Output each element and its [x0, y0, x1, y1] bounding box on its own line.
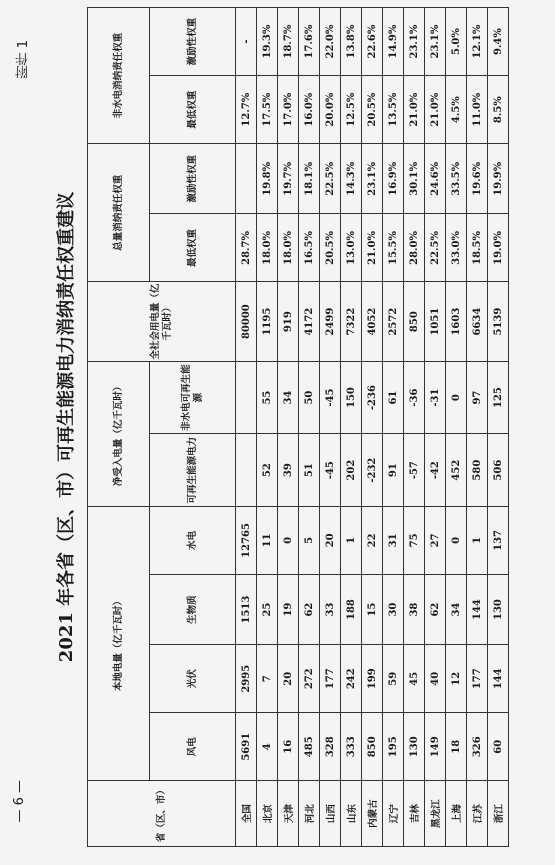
table-cell: 18.0% [257, 214, 278, 282]
table-cell: 9.4% [488, 8, 509, 76]
table-cell: 17.5% [257, 76, 278, 144]
table-cell: 22.5% [425, 214, 446, 282]
header-wind: 风电 [150, 713, 236, 781]
table-cell: 21.0% [362, 214, 383, 282]
header-local-generation: 本地电量（亿千瓦时） [88, 506, 150, 780]
table-cell: 125 [488, 361, 509, 434]
table-cell: 5691 [236, 713, 257, 781]
table-cell: 12.1% [467, 8, 488, 76]
table-cell: 149 [425, 713, 446, 781]
province-cell: 黑龙江 [425, 781, 446, 847]
province-cell: 北京 [257, 781, 278, 847]
table-cell: 55 [257, 361, 278, 434]
table-cell: 75 [404, 506, 425, 574]
table-cell: 18.1% [299, 144, 320, 214]
table-cell: 144 [488, 645, 509, 713]
province-cell: 山东 [341, 781, 362, 847]
table-cell: 16.9% [383, 144, 404, 214]
table-row [446, 8, 467, 847]
table-cell: 13.5% [383, 76, 404, 144]
table-row [425, 8, 446, 847]
table-cell: 19.8% [257, 144, 278, 214]
table-cell: 7 [257, 645, 278, 713]
table-cell: 20.0% [320, 76, 341, 144]
table-cell: 30.1% [404, 144, 425, 214]
header-hydro: 水电 [150, 506, 236, 574]
table-cell: 144 [467, 574, 488, 644]
table-cell: 452 [446, 434, 467, 507]
table-cell: 50 [299, 361, 320, 434]
table-cell: 22 [362, 506, 383, 574]
table-cell: 15 [362, 574, 383, 644]
province-cell: 河北 [299, 781, 320, 847]
table-cell: 80000 [236, 282, 257, 361]
table-cell: 40 [425, 645, 446, 713]
table-cell: 0 [446, 506, 467, 574]
table-cell: 19 [278, 574, 299, 644]
table-row [362, 8, 383, 847]
table-cell: 33 [320, 574, 341, 644]
province-cell: 吉林 [404, 781, 425, 847]
table-cell: -36 [404, 361, 425, 434]
province-cell: 浙江 [488, 781, 509, 847]
table-cell: 33.5% [446, 144, 467, 214]
table-cell: 18.7% [278, 8, 299, 76]
table-cell: 333 [341, 713, 362, 781]
header-incentive-weight: 激励性权重 [150, 144, 236, 214]
page-number: — 6 — [12, 780, 27, 823]
table-cell: 62 [425, 574, 446, 644]
table-cell: 1 [467, 506, 488, 574]
table-cell: 19.9% [488, 144, 509, 214]
table-cell: 506 [488, 434, 509, 507]
table-cell: 19.3% [257, 8, 278, 76]
table-cell: 16 [278, 713, 299, 781]
table-cell: 1051 [425, 282, 446, 361]
table-cell: 130 [404, 713, 425, 781]
table-row [278, 8, 299, 847]
table-cell: 12.7% [236, 76, 257, 144]
table-cell: 4172 [299, 282, 320, 361]
table-cell: 21.0% [425, 76, 446, 144]
table-cell: 23.1% [404, 8, 425, 76]
table-row [257, 8, 278, 847]
header-nonhydro-min-weight: 最低权重 [150, 76, 236, 144]
table-cell: 202 [341, 434, 362, 507]
table-cell: 52 [257, 434, 278, 507]
province-cell: 江苏 [467, 781, 488, 847]
table-cell: 137 [488, 506, 509, 574]
table-cell: 12 [446, 645, 467, 713]
table-cell: 14.3% [341, 144, 362, 214]
table-cell: 195 [383, 713, 404, 781]
table-cell: 328 [320, 713, 341, 781]
table-cell: 30 [383, 574, 404, 644]
table-cell: -57 [404, 434, 425, 507]
table-cell: 0 [446, 361, 467, 434]
table-cell: 16.5% [299, 214, 320, 282]
table-cell: 0 [278, 506, 299, 574]
table-cell: 31 [383, 506, 404, 574]
header-min-weight: 最低权重 [150, 214, 236, 282]
province-cell: 全国 [236, 781, 257, 847]
table-cell: 2572 [383, 282, 404, 361]
table-cell: 11 [257, 506, 278, 574]
table-cell: 60 [488, 713, 509, 781]
table-cell: 4.5% [446, 76, 467, 144]
table-cell: 18.0% [278, 214, 299, 282]
table-cell: 45 [404, 645, 425, 713]
table-row [404, 8, 425, 847]
table-cell: 19.0% [488, 214, 509, 282]
table-cell: 177 [467, 645, 488, 713]
table-cell: 22.6% [362, 8, 383, 76]
table-cell: 62 [299, 574, 320, 644]
table-row [467, 8, 488, 847]
table-cell: 33.0% [446, 214, 467, 282]
table-cell: 17.0% [278, 76, 299, 144]
table-cell: 130 [488, 574, 509, 644]
table-cell: 19.7% [278, 144, 299, 214]
table-cell: 242 [341, 645, 362, 713]
table-cell: 13.0% [341, 214, 362, 282]
table-cell: 13.8% [341, 8, 362, 76]
table-cell: -31 [425, 361, 446, 434]
table-cell: 22.0% [320, 8, 341, 76]
table-cell: 25 [257, 574, 278, 644]
table-cell: 24.6% [425, 144, 446, 214]
table-cell: -42 [425, 434, 446, 507]
header-nonhydro-incentive-weight: 激励性权重 [150, 8, 236, 76]
table-cell: 34 [446, 574, 467, 644]
table-row [236, 8, 257, 847]
table-cell: 18.5% [467, 214, 488, 282]
table-cell: 850 [362, 713, 383, 781]
table-cell: 177 [320, 645, 341, 713]
table-cell: 27 [425, 506, 446, 574]
table-cell: 28.0% [404, 214, 425, 282]
table-cell: 8.5% [488, 76, 509, 144]
table-cell: 4052 [362, 282, 383, 361]
table-cell: 199 [362, 645, 383, 713]
table-cell: 580 [467, 434, 488, 507]
table-cell: 485 [299, 713, 320, 781]
table-row [383, 8, 404, 847]
table-cell: 34 [278, 361, 299, 434]
table-cell: - [236, 8, 257, 76]
table-cell: 15.5% [383, 214, 404, 282]
table-cell: 12765 [236, 506, 257, 574]
rotated-page-content [55, 7, 535, 847]
responsibility-weight-table [87, 7, 509, 847]
header-total-use: 全社会用电量（亿千瓦时） [88, 282, 236, 361]
header-non-hydro: 非水电可再生能源 [150, 361, 236, 434]
province-cell: 上海 [446, 781, 467, 847]
header-biomass: 生物质 [150, 574, 236, 644]
table-cell: 19.6% [467, 144, 488, 214]
table-cell: 1513 [236, 574, 257, 644]
province-cell: 山西 [320, 781, 341, 847]
table-cell: 16.0% [299, 76, 320, 144]
table-cell: 188 [341, 574, 362, 644]
table-cell: 7322 [341, 282, 362, 361]
annex-label: 附件 1 [16, 40, 31, 79]
province-cell: 天津 [278, 781, 299, 847]
table-cell: 59 [383, 645, 404, 713]
table-cell: 18 [446, 713, 467, 781]
table-cell: 23.1% [362, 144, 383, 214]
table-cell: 20 [320, 506, 341, 574]
table-cell: 11.0% [467, 76, 488, 144]
table-row [299, 8, 320, 847]
table-cell: 1603 [446, 282, 467, 361]
header-net-import: 净受入电量（亿千瓦时） [88, 361, 150, 506]
table-cell: 5 [299, 506, 320, 574]
table-cell: 919 [278, 282, 299, 361]
table-cell: -45 [320, 361, 341, 434]
table-cell: 5139 [488, 282, 509, 361]
table-cell: 150 [341, 361, 362, 434]
table-cell: 2995 [236, 645, 257, 713]
table-cell: 21.0% [404, 76, 425, 144]
table-cell: 2499 [320, 282, 341, 361]
table-cell: 12.5% [341, 76, 362, 144]
table-cell: -232 [362, 434, 383, 507]
table-cell: 22.5% [320, 144, 341, 214]
table-row [341, 8, 362, 847]
table-cell: 1 [341, 506, 362, 574]
table-cell: 39 [278, 434, 299, 507]
table-cell: 4 [257, 713, 278, 781]
table-cell: 91 [383, 434, 404, 507]
table-cell: 1195 [257, 282, 278, 361]
table-cell: 14.9% [383, 8, 404, 76]
table-cell: 38 [404, 574, 425, 644]
table-cell: 850 [404, 282, 425, 361]
header-total-responsibility: 总量消纳责任权重 [88, 144, 150, 282]
table-cell: 28.7% [236, 214, 257, 282]
table-cell: 20.5% [362, 76, 383, 144]
table-cell: 17.6% [299, 8, 320, 76]
header-renewable: 可再生能源电力 [150, 434, 236, 507]
table-cell: -236 [362, 361, 383, 434]
document-title: 2021 年各省（区、市）可再生能源电力消纳责任权重建议 [56, 191, 77, 663]
table-cell: 51 [299, 434, 320, 507]
table-cell: 5.0% [446, 8, 467, 76]
table-cell: 61 [383, 361, 404, 434]
table-cell: 326 [467, 713, 488, 781]
province-cell: 辽宁 [383, 781, 404, 847]
table-cell: 20.5% [320, 214, 341, 282]
table-cell: 272 [299, 645, 320, 713]
table-row [320, 8, 341, 847]
table-cell: 23.1% [425, 8, 446, 76]
table-cell [236, 434, 257, 507]
table-cell [236, 144, 257, 214]
table-cell [236, 361, 257, 434]
province-cell: 内蒙古 [362, 781, 383, 847]
header-province: 省（区、市） [88, 781, 236, 847]
table-body [236, 8, 509, 847]
table-cell: -45 [320, 434, 341, 507]
table-cell: 97 [467, 361, 488, 434]
header-nonhydro-responsibility: 非水电消纳责任权重 [88, 8, 150, 144]
table-cell: 6634 [467, 282, 488, 361]
table-row [488, 8, 509, 847]
table-cell: 20 [278, 645, 299, 713]
header-solar: 光伏 [150, 645, 236, 713]
